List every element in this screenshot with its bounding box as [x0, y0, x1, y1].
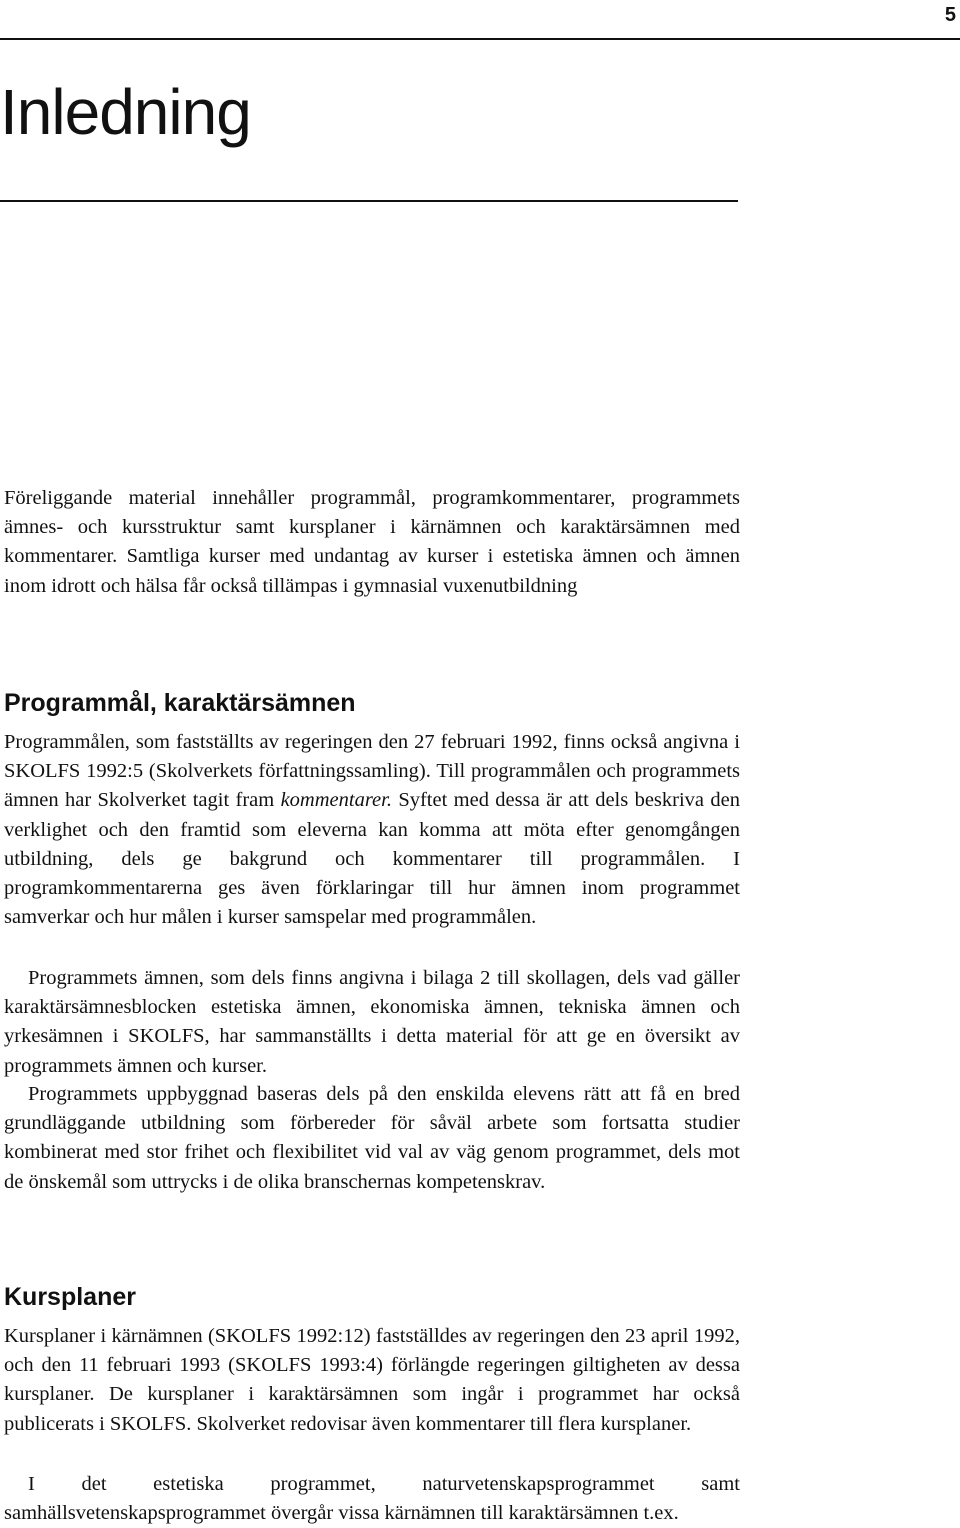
programmal-paragraph-1-part-b: Syftet med dessa är att dels beskriva den verklighet och den framtid som eleverna kan komma att möta efter genomgången utbildning, dels ge bakgrund och kommentarer till programmålen. I programkommentarerna ges även förklaringar till hur ämnen inom programmet samverkar och hur målen i kurser samspelar med programmålen. — [4, 789, 740, 929]
title-underline — [0, 200, 738, 202]
programmal-paragraph-1-part-a: Programmålen, som fastställts av regeringen den 27 februari 1992, finns också angivna i SKOLFS 1992:5 (Skolverkets författningssamling). Till programmålen och programmets ämnen har Skolverket tagit fram — [4, 731, 740, 812]
programmal-paragraph-2: Programmets ämnen, som dels finns angivna i bilaga 2 till skollagen, dels vad gäller karaktärsämnesblocken estetiska ämnen, ekonomiska ämnen, tekniska ämnen och yrkesämnen i SKOLFS, har sammanställts i detta material för att ge en översikt av programmets ämnen och kurser. — [4, 967, 740, 1077]
section-heading-kursplaner: Kursplaner — [4, 1283, 136, 1311]
kursplaner-paragraph-1: Kursplaner i kärnämnen (SKOLFS 1992:12) fastställdes av regeringen den 23 april 1992, och den 11 februari 1993 (SKOLFS 1993:4) förlängde regeringen giltigheten av dessa kursplaner. De kursplaner i karaktärsämnen som ingår i programmet har också publicerats i SKOLFS. Skolverket redovisar även kommentarer till flera kursplaner. — [4, 1325, 740, 1435]
kursplaner-paragraph-2: I det estetiska programmet, naturvetenskapsprogrammet samt samhällsvetenskapsprogrammet övergår vissa kärnämnen till karaktärsämnen t.ex. — [4, 1473, 740, 1525]
programmal-paragraph-1 — [4, 728, 740, 932]
header-rule — [0, 38, 960, 40]
programmal-paragraph-3: Programmets uppbyggnad baseras dels på den enskilda elevens rätt att få en bred grundläggande utbildning som förbereder för såväl arbete som fortsatta studier kombinerat med stor frihet och flexibilitet vid val av väg genom programmet, dels mot de önskemål som uttrycks i de olika branschernas kompetenskrav. — [4, 1083, 740, 1193]
intro-paragraph: Föreliggande material innehåller programmål, programkommentarer, programmets ämnes- och kursstruktur samt kursplaner i kärnämnen och karaktärsämnen med kommentarer. Samtliga kurser med undantag av kurser i estetiska ämnen och ämnen inom idrott och hälsa får också tillämpas i gymnasial vuxenutbildning — [4, 487, 740, 597]
kommentarer-emphasis: kommentarer. — [280, 789, 392, 812]
section-heading-programmal: Programmål, karaktärsämnen — [4, 689, 356, 717]
chapter-title: Inledning — [0, 76, 251, 148]
page-number: 5 — [944, 4, 956, 26]
